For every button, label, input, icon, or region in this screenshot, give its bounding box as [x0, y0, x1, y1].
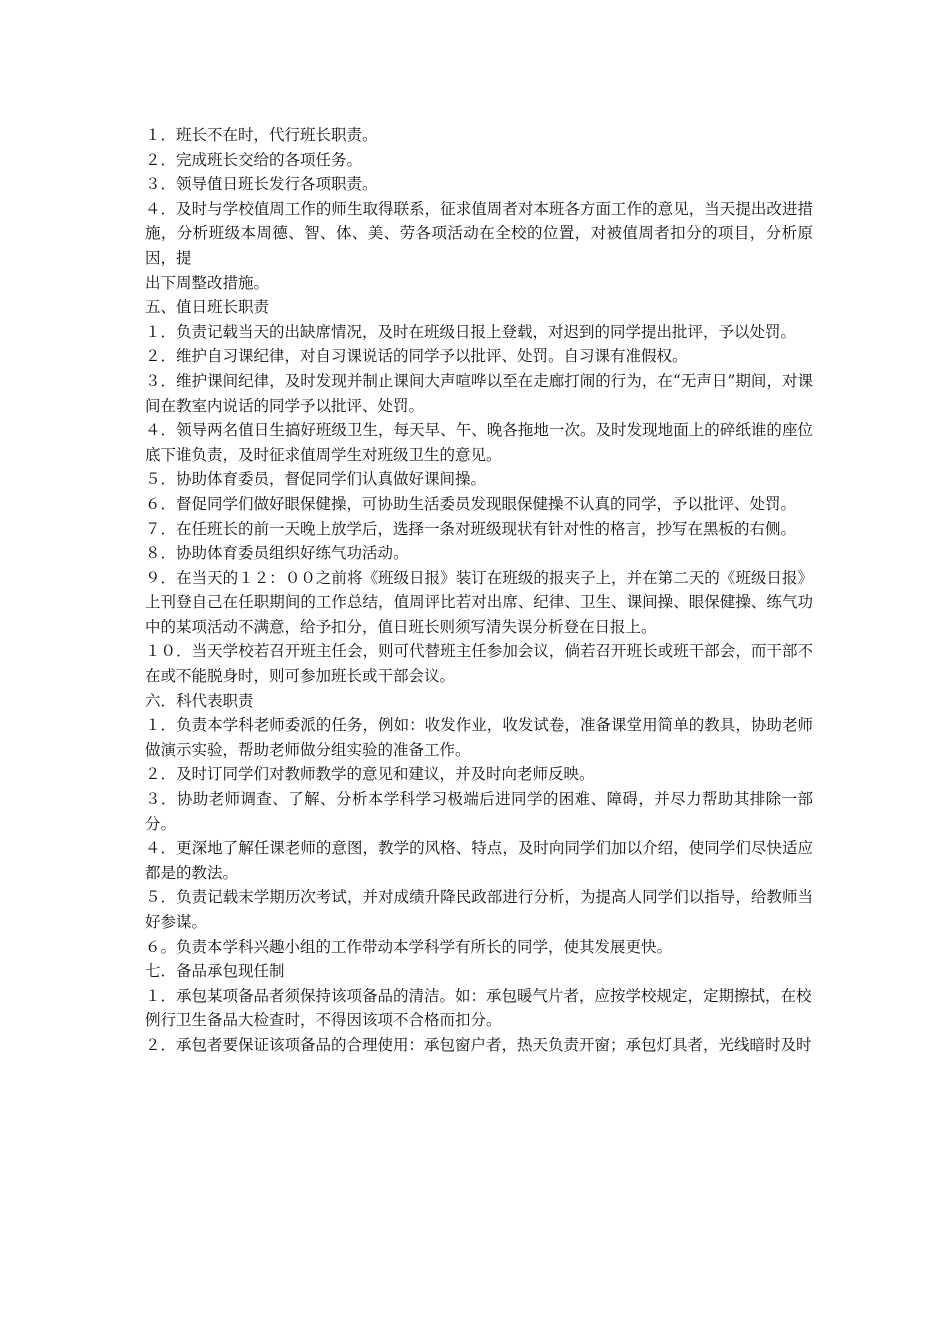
paragraph: ４．更深地了解任课老师的意图，教学的风格、特点，及时向同学们加以介绍，使同学们尽快适应都是的教法。 — [145, 839, 813, 882]
section-heading: 六．科代表职责 — [145, 691, 254, 710]
paragraph: ７．在任班长的前一天晚上放学后，选择一条对班级现状有针对性的格言，抄写在黑板的右侧。 — [145, 519, 797, 538]
paragraph: ３．维护课间纪律，及时发现并制止课间大声喧哗以至在走廊打闹的行为，在“无声日”期间，对课间在教室内说话的同学予以批评、处罚。 — [145, 371, 813, 415]
paragraph: ２．完成班长交给的各项任务。 — [145, 150, 363, 169]
paragraph: １．班长不在时，代行班长职责。 — [145, 126, 378, 144]
paragraph: ６．督促同学们做好眼保健操，可协助生活委员发现眼保健操不认真的同学，予以批评、处罚。 — [145, 494, 797, 513]
paragraph: 例行卫生备品大检查时，不得因该项不合格而扣分。 — [145, 1011, 502, 1030]
paragraph: １．承包某项备品者须保持该项备品的清洁。如：承包暖气片者，应按学校规定，定期擦拭，在校 — [145, 986, 812, 1005]
paragraph: ４．及时与学校值周工作的师生取得联系，征求值周者对本班各方面工作的意见，当天提出改进措施，分析班级本周德、智、体、美、劳各项活动在全校的位置，对被值周者扣分的项目，分析原因，提 — [145, 199, 813, 267]
paragraph: ３．协助老师调查、了解、分析本学科学习极端后进同学的困难、障碍，并尽力帮助其排除一部分。 — [145, 790, 813, 833]
paragraph: １．负责记载当天的出缺席情况，及时在班级日报上登载，对迟到的同学提出批评，予以处罚。 — [145, 322, 797, 341]
paragraph: ９．在当天的１２：００之前将《班级日报》装订在班级的报夹子上，并在第二天的《班级日报》上刊登自己在任职期间的工作总结，值周评比若对出席、纪律、卫生、课间操、眼保健操、练气功中的某项活动不满意，给予扣分，值日班长则须写清失误分析登在日报上。 — [145, 568, 813, 636]
paragraph: ８．协助体育委员组织好练气功活动。 — [145, 544, 409, 563]
section-heading: 七．备品承包现任制 — [145, 962, 285, 981]
paragraph: ４．领导两名值日生搞好班级卫生，每天早、午、晚各拖地一次。及时发现地面上的碎纸谁的座位底下谁负责，及时征求值周学生对班级卫生的意见。 — [145, 421, 813, 464]
paragraph: １０．当天学校若召开班主任会，则可代替班主任参加会议，倘若召开班长或班干部会，而干部不在或不能脱身时，则可参加班长或干部会议。 — [145, 642, 813, 686]
document-body — [145, 123, 813, 1058]
paragraph: ２．维护自习课纪律，对自习课说话的同学予以批评、处罚。自习课有准假权。 — [145, 347, 688, 366]
paragraph: 出下周整改措施。 — [145, 273, 270, 292]
paragraph: ５．负责记载末学期历次考试，并对成绩升降民政部进行分析，为提高人同学们以指导，给教师当好参谋。 — [145, 888, 813, 931]
paragraph: ５．协助体育委员，督促同学们认真做好课间操。 — [145, 470, 487, 489]
paragraph: １．负责本学科老师委派的任务，例如：收发作业，收发试卷，准备课堂用简单的教具，协助老师做演示实验，帮助老师做分组实验的准备工作。 — [145, 716, 813, 759]
paragraph: ３．领导值日班长发行各项职责。 — [145, 175, 378, 194]
paragraph: ６。负责本学科兴趣小组的工作带动本学科学有所长的同学，使其发展更快。 — [145, 937, 673, 956]
paragraph: ２．及时订同学们对教师教学的意见和建议，并及时向老师反映。 — [145, 765, 595, 784]
section-heading: 五、值日班长职责 — [145, 298, 270, 317]
paragraph: ２．承包者要保证该项备品的合理使用：承包窗户者，热天负责开窗；承包灯具者，光线暗时及时 — [145, 1035, 812, 1054]
